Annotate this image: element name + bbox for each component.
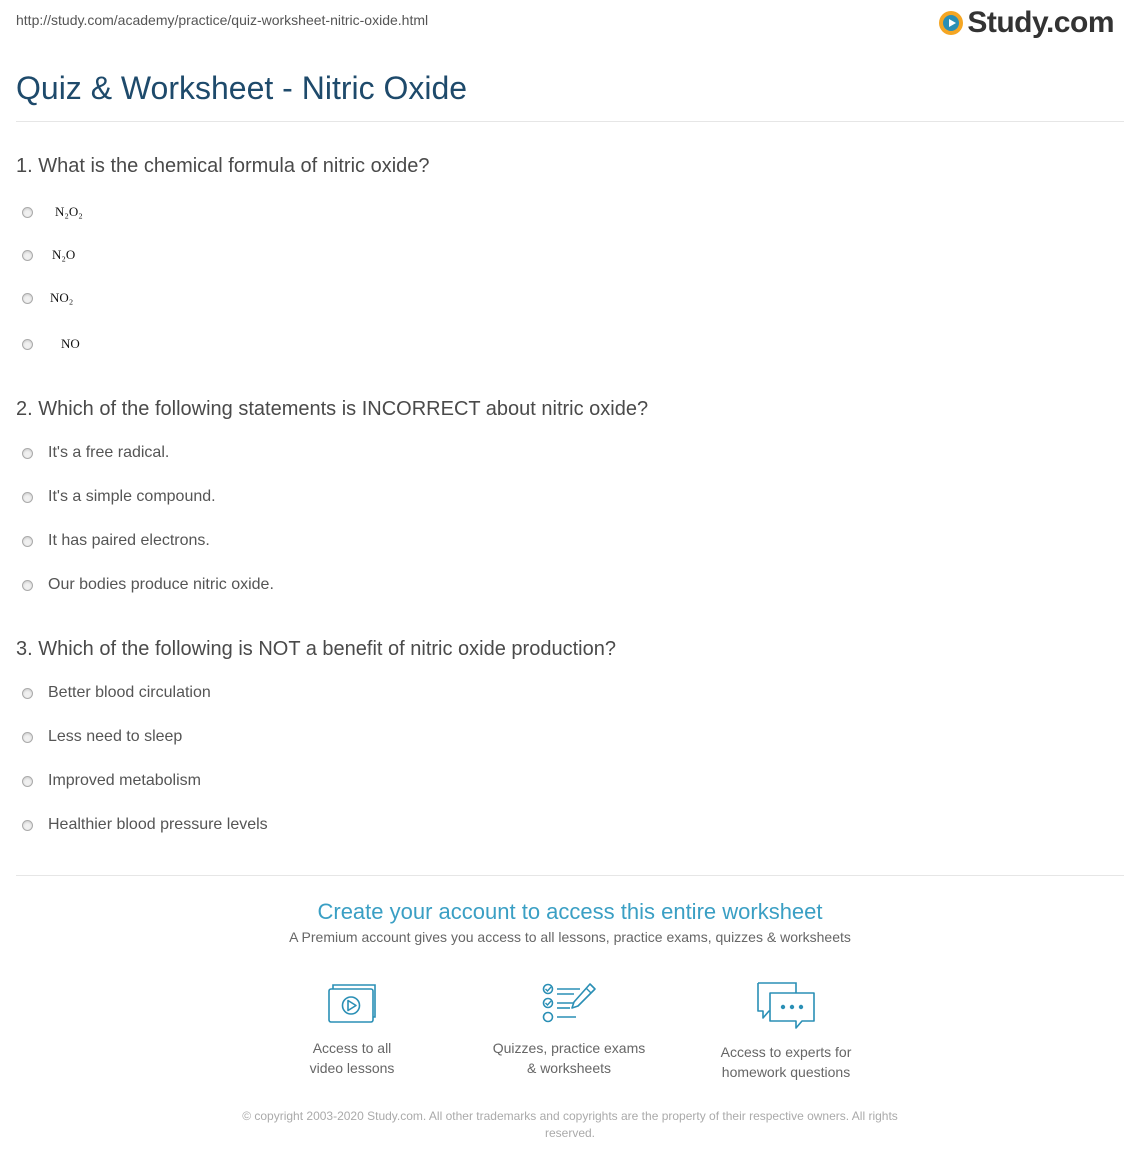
title-divider bbox=[16, 121, 1124, 122]
feature-label: Access to experts for homework questions bbox=[720, 1044, 852, 1080]
feature-video-lessons bbox=[252, 980, 452, 1078]
radio-button[interactable] bbox=[22, 580, 33, 591]
answer-option[interactable] bbox=[22, 204, 83, 220]
question-1: 1. What is the chemical formula of nitric oxide? bbox=[16, 155, 430, 177]
option-label: Our bodies produce nitric oxide. bbox=[48, 576, 274, 593]
study-logo[interactable] bbox=[939, 6, 1114, 40]
question-2: 2. Which of the following statements is INCORRECT about nitric oxide? bbox=[16, 398, 649, 420]
radio-button[interactable] bbox=[22, 339, 33, 350]
option-label: N₂O₂ bbox=[55, 204, 83, 219]
option-label: Improved metabolism bbox=[48, 772, 201, 789]
radio-button[interactable] bbox=[22, 293, 33, 304]
answer-option[interactable] bbox=[22, 290, 73, 306]
logo-text: Study.com bbox=[967, 6, 1114, 39]
answer-option[interactable] bbox=[22, 576, 274, 594]
radio-button[interactable] bbox=[22, 207, 33, 218]
option-label: It's a simple compound. bbox=[48, 488, 216, 505]
radio-button[interactable] bbox=[22, 776, 33, 787]
study-logo-icon bbox=[939, 11, 963, 35]
option-label: It has paired electrons. bbox=[48, 532, 210, 549]
option-label: N₂O bbox=[52, 247, 76, 262]
option-label: NO bbox=[61, 336, 80, 351]
feature-label: Access to all video lessons bbox=[309, 1040, 395, 1076]
radio-button[interactable] bbox=[22, 250, 33, 261]
answer-option[interactable] bbox=[22, 444, 169, 462]
answer-option[interactable] bbox=[22, 772, 201, 790]
page-url[interactable]: http://study.com/academy/practice/quiz-worksheet-nitric-oxide.html bbox=[16, 12, 429, 28]
option-label: Less need to sleep bbox=[48, 728, 183, 745]
radio-button[interactable] bbox=[22, 688, 33, 699]
radio-button[interactable] bbox=[22, 820, 33, 831]
video-lessons-icon bbox=[326, 980, 378, 1026]
feature-experts bbox=[686, 980, 886, 1082]
copyright-notice: © copyright 2003-2020 Study.com. All other trademarks and copyrights are the property of their respective owners. All rights reserved. bbox=[242, 1109, 898, 1140]
answer-option[interactable] bbox=[22, 816, 268, 834]
page-title: Quiz & Worksheet - Nitric Oxide bbox=[16, 70, 468, 106]
answer-option[interactable] bbox=[22, 247, 75, 263]
option-label: Better blood circulation bbox=[48, 684, 211, 701]
radio-button[interactable] bbox=[22, 732, 33, 743]
chat-bubbles-icon bbox=[754, 980, 818, 1030]
question-3: 3. Which of the following is NOT a benefit of nitric oxide production? bbox=[16, 638, 616, 660]
radio-button[interactable] bbox=[22, 492, 33, 503]
quiz-checklist-icon bbox=[540, 980, 598, 1026]
radio-button[interactable] bbox=[22, 536, 33, 547]
answer-option[interactable] bbox=[22, 728, 182, 746]
cta-divider bbox=[16, 875, 1124, 876]
feature-label: Quizzes, practice exams & worksheets bbox=[492, 1040, 646, 1076]
option-label: It's a free radical. bbox=[48, 444, 170, 461]
radio-button[interactable] bbox=[22, 448, 33, 459]
feature-quizzes bbox=[469, 980, 669, 1078]
cta-subtitle: A Premium account gives you access to all lessons, practice exams, quizzes & worksheets bbox=[289, 929, 851, 945]
answer-option[interactable] bbox=[22, 684, 211, 702]
answer-option[interactable] bbox=[22, 488, 216, 506]
option-label: NO₂ bbox=[50, 290, 74, 305]
option-label: Healthier blood pressure levels bbox=[48, 816, 268, 833]
answer-option[interactable] bbox=[22, 336, 80, 352]
create-account-link[interactable]: Create your account to access this entire worksheet bbox=[317, 899, 823, 924]
answer-option[interactable] bbox=[22, 532, 210, 550]
